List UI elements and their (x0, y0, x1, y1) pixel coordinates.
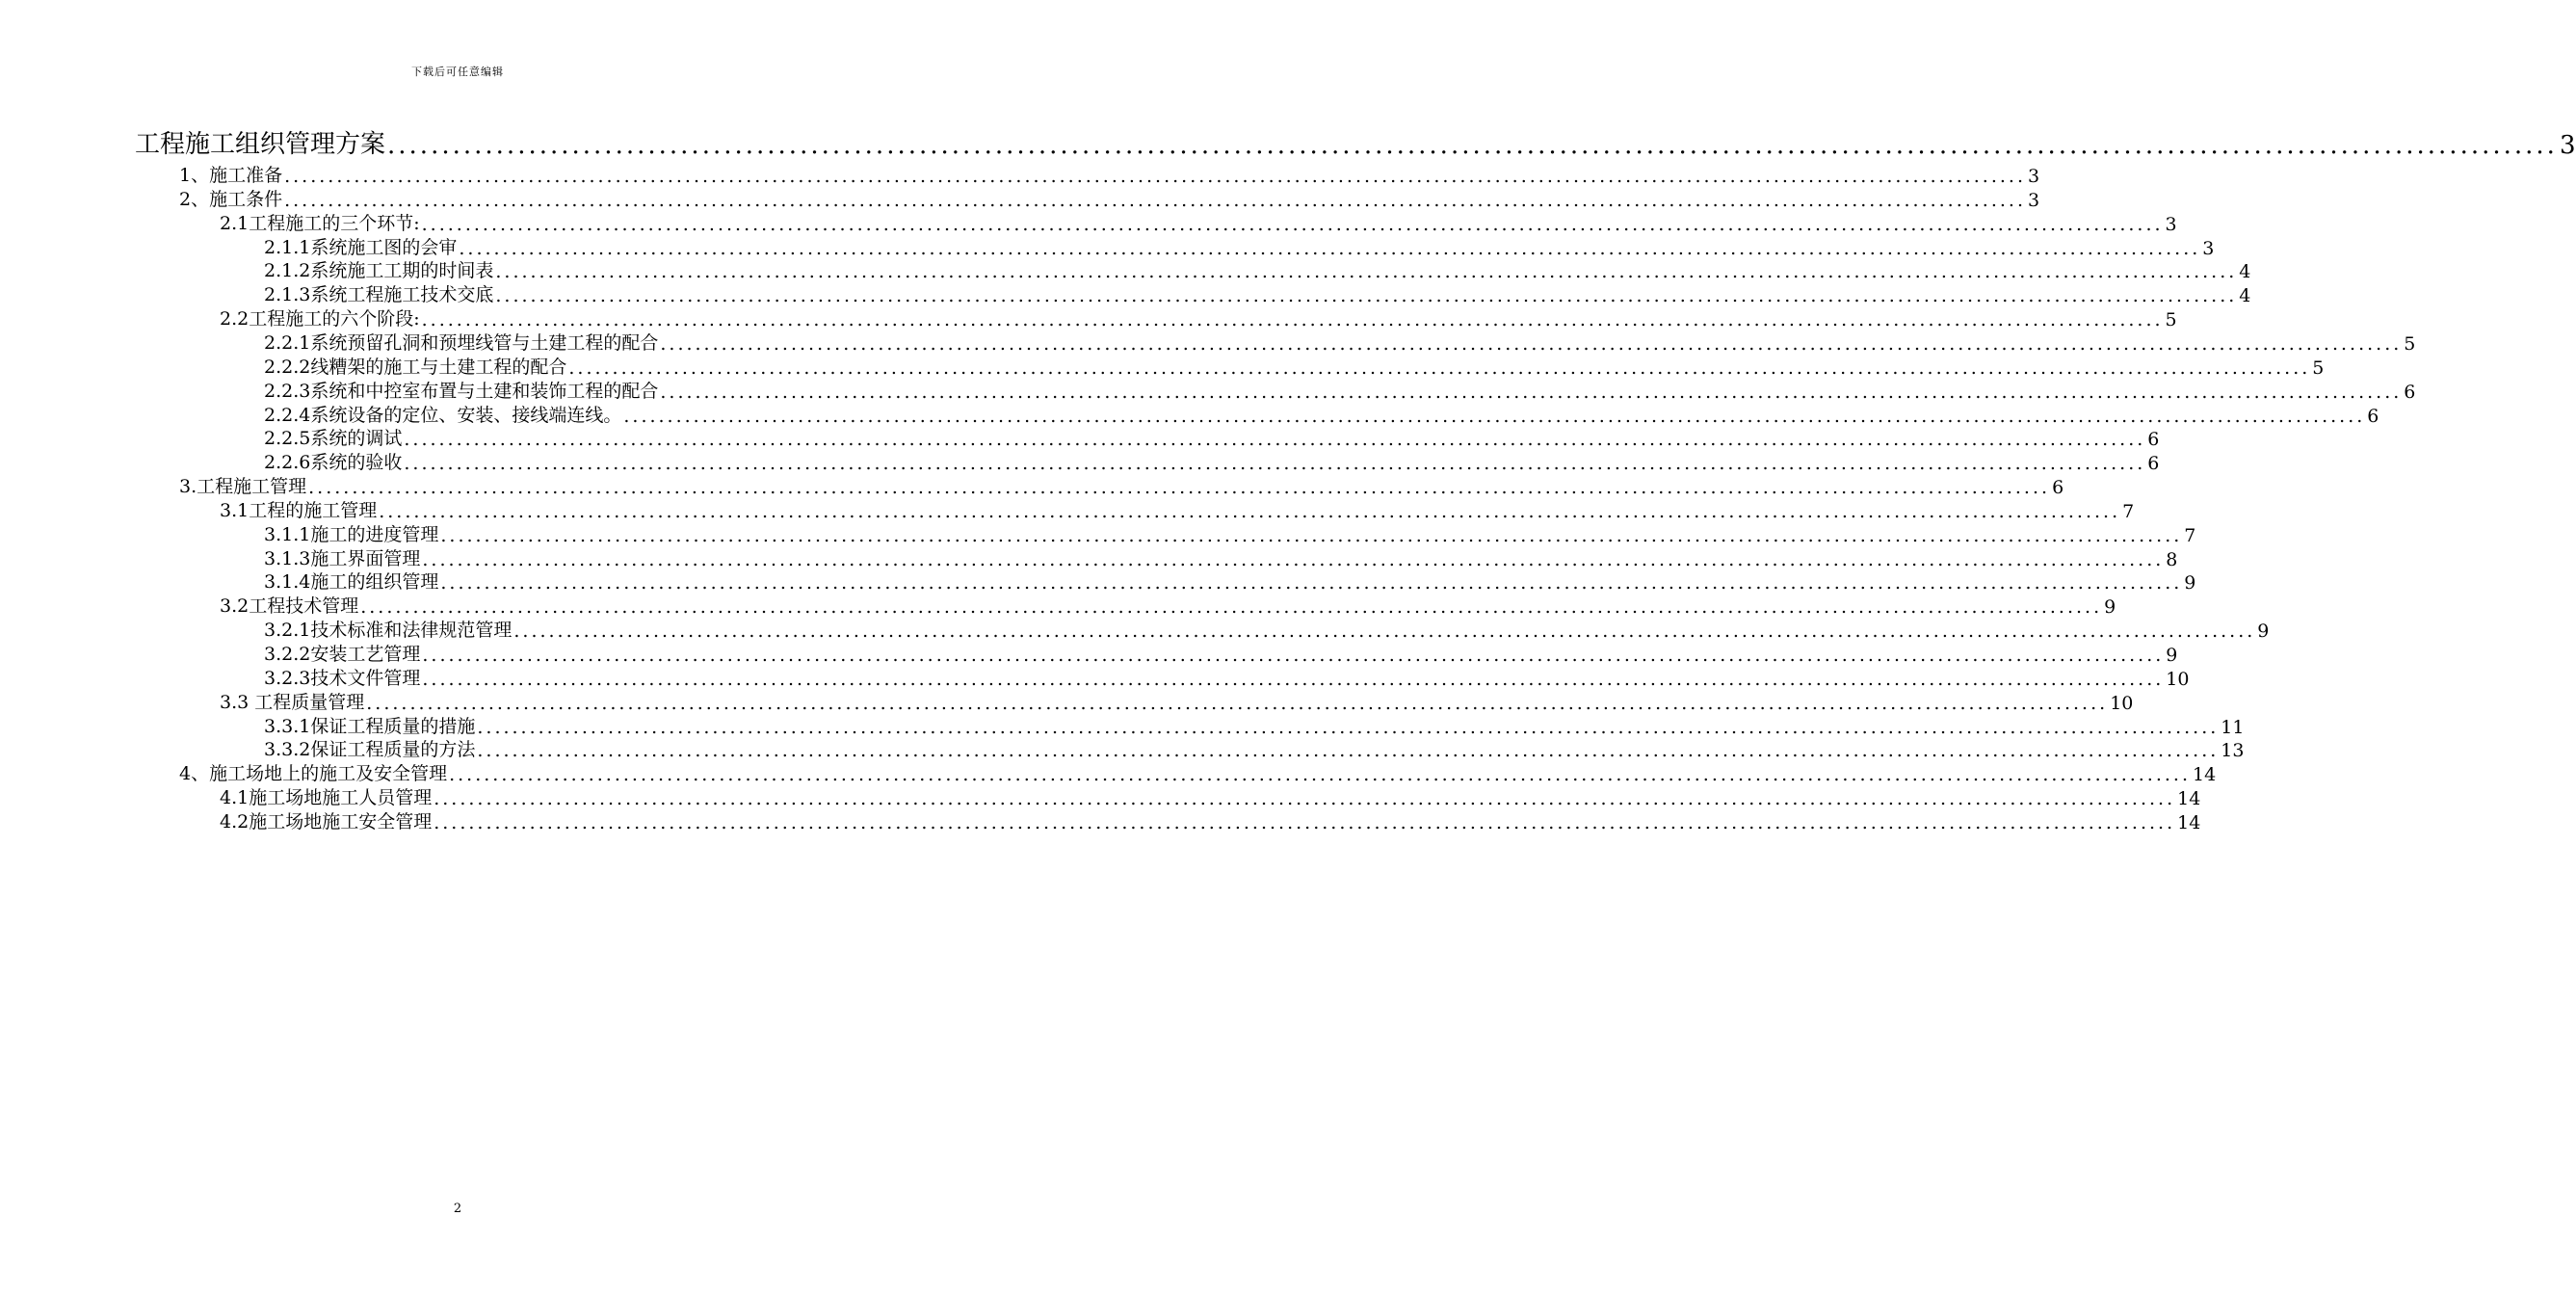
toc-entry[interactable] (264, 259, 2251, 283)
toc-entry-page: 3 (2165, 213, 2177, 235)
toc-dot-leader: ........................................................................................................................................................................................................ (568, 357, 2311, 379)
toc-entry[interactable] (220, 691, 2134, 714)
page-number: 2 (453, 1202, 462, 1216)
toc-entry-title: 3.1.1施工的进度管理 (264, 523, 439, 545)
toc-entry-title: 3.2.1技术标准和法律规范管理 (264, 620, 513, 642)
toc-entry-page: 3 (2559, 131, 2576, 160)
toc-entry[interactable] (220, 595, 2116, 619)
toc-entry-title: 3.2.2安装工艺管理 (264, 644, 421, 665)
toc-entry-page: 9 (2257, 621, 2270, 643)
toc-dot-leader: ........................................................................................................................................................................................................ (495, 261, 2238, 283)
toc-entry[interactable] (264, 619, 2270, 643)
toc-dot-leader: ........................................................................................................................................................................................................ (284, 189, 2027, 211)
toc-entry-page: 6 (2404, 381, 2416, 403)
toc-entry[interactable] (135, 130, 2576, 160)
toc-entry-page: 14 (2177, 811, 2201, 833)
toc-entry-page: 4 (2239, 261, 2251, 283)
toc-entry-page: 3 (2028, 189, 2040, 211)
toc-entry-page: 5 (2312, 357, 2325, 379)
toc-dot-leader: ........................................................................................................................................................................................................ (495, 285, 2238, 307)
toc-dot-leader: ........................................................................................................................................................................................................ (366, 692, 2109, 714)
toc-dot-leader: ........................................................................................................................................................................................................ (440, 524, 2183, 546)
toc-entry[interactable] (179, 475, 2064, 499)
toc-entry-title: 3.3 工程质量管理 (220, 691, 365, 713)
toc-entry-page: 9 (2104, 596, 2116, 619)
toc-dot-leader: ........................................................................................................................................................................................................ (513, 621, 2256, 643)
toc-entry-title: 3.2工程技术管理 (220, 595, 359, 618)
toc-entry-title: 1、施工准备 (179, 165, 283, 186)
toc-entry[interactable] (179, 762, 2217, 786)
toc-entry-page: 11 (2221, 716, 2245, 738)
toc-entry-title: 3.1.3施工界面管理 (264, 547, 421, 569)
toc-entry-page: 6 (2147, 429, 2160, 451)
header-note: 下载后可任意编辑 (411, 66, 504, 78)
toc-entry-title: 2.2.6系统的验收 (264, 452, 403, 474)
toc-dot-leader: ........................................................................................................................................................................................................ (660, 332, 2403, 355)
toc-dot-leader: ........................................................................................................................................................................................................ (404, 453, 2146, 475)
toc-entry-title: 工程施工组织管理方案 (135, 130, 386, 159)
toc-dot-leader: ........................................................................................................................................................................................................ (422, 548, 2165, 570)
toc-entry-title: 3.1工程的施工管理 (220, 499, 378, 521)
toc-dot-leader: ........................................................................................................................................................................................................ (440, 572, 2183, 595)
toc-dot-leader: ........................................................................................................................................................................................................ (387, 131, 2558, 160)
toc-dot-leader: ........................................................................................................................................................................................................ (449, 764, 2192, 786)
toc-entry-page: 7 (2184, 524, 2196, 546)
toc-dot-leader: ........................................................................................................................................................................................................ (284, 166, 2027, 187)
toc-entry-page: 9 (2184, 572, 2196, 595)
toc-entry-title: 3.工程施工管理 (179, 476, 307, 498)
toc-dot-leader: ........................................................................................................................................................................................................ (477, 740, 2220, 762)
toc-entry[interactable] (264, 283, 2251, 307)
toc-entry-page: 3 (2028, 166, 2040, 187)
toc-entry[interactable] (220, 786, 2201, 810)
toc-entry-title: 4、施工场地上的施工及安全管理 (179, 763, 448, 785)
toc-entry-title: 2.2.1系统预留孔洞和预埋线管与土建工程的配合 (264, 331, 659, 354)
toc-entry[interactable] (264, 380, 2416, 403)
toc-dot-leader: ........................................................................................................................................................................................................ (360, 596, 2103, 619)
toc-entry-title: 3.2.3技术文件管理 (264, 667, 421, 689)
toc-entry-page: 14 (2193, 764, 2217, 786)
toc-entry[interactable] (179, 188, 2040, 211)
toc-entry[interactable] (264, 451, 2160, 475)
toc-entry[interactable] (220, 212, 2177, 235)
toc-entry-title: 2、施工条件 (179, 188, 283, 210)
toc-entry-page: 6 (2052, 477, 2064, 499)
toc-entry-page: 7 (2122, 500, 2135, 522)
toc-dot-leader: ........................................................................................................................................................................................................ (623, 405, 2366, 427)
toc-dot-leader: ........................................................................................................................................................................................................ (434, 811, 2176, 833)
toc-entry-title: 3.3.2保证工程质量的方法 (264, 739, 476, 761)
toc-entry-page: 6 (2147, 453, 2160, 475)
toc-dot-leader: ........................................................................................................................................................................................................ (421, 309, 2164, 331)
toc-entry-title: 3.3.1保证工程质量的措施 (264, 715, 476, 737)
toc-entry[interactable] (264, 523, 2196, 546)
toc-entry[interactable] (220, 307, 2177, 331)
toc-dot-leader: ........................................................................................................................................................................................................ (421, 213, 2164, 235)
toc-entry-title: 4.1施工场地施工人员管理 (220, 787, 433, 809)
toc-entry[interactable] (264, 715, 2245, 738)
toc-entry[interactable] (264, 738, 2245, 762)
toc-entry-page: 13 (2221, 740, 2245, 762)
toc-entry-page: 10 (2166, 668, 2190, 690)
toc-entry-page: 8 (2166, 548, 2178, 570)
toc-entry-title: 2.2.2线糟架的施工与土建工程的配合 (264, 356, 567, 378)
toc-entry[interactable] (264, 570, 2196, 595)
toc-entry-page: 3 (2202, 237, 2215, 259)
toc-dot-leader: ........................................................................................................................................................................................................ (660, 381, 2403, 403)
toc-entry[interactable] (264, 643, 2178, 666)
toc-entry[interactable] (179, 164, 2040, 187)
toc-entry[interactable] (264, 404, 2379, 427)
toc-dot-leader: ........................................................................................................................................................................................................ (422, 645, 2165, 666)
toc-entry[interactable] (264, 331, 2416, 355)
toc-dot-leader: ........................................................................................................................................................................................................ (434, 788, 2176, 810)
toc-entry-page: 5 (2165, 309, 2177, 331)
toc-entry-page: 14 (2177, 788, 2201, 810)
toc-dot-leader: ........................................................................................................................................................................................................ (404, 429, 2146, 451)
toc-entry-title: 2.2.4系统设备的定位、安装、接线端连线。 (264, 404, 622, 426)
toc-entry[interactable] (264, 667, 2190, 690)
toc-entry-title: 2.2.3系统和中控室布置与土建和装饰工程的配合 (264, 380, 659, 402)
toc-entry[interactable] (264, 356, 2325, 379)
toc-entry[interactable] (220, 499, 2135, 522)
toc-dot-leader: ........................................................................................................................................................................................................ (459, 237, 2201, 259)
toc-entry-title: 2.1.3系统工程施工技术交底 (264, 284, 494, 306)
toc-dot-leader: ........................................................................................................................................................................................................ (477, 716, 2220, 738)
toc-dot-leader: ........................................................................................................................................................................................................ (422, 668, 2165, 690)
toc-entry-title: 4.2施工场地施工安全管理 (220, 810, 433, 832)
toc-entry-title: 2.2.5系统的调试 (264, 428, 403, 450)
toc-entry-page: 4 (2239, 285, 2251, 307)
toc-entry-title: 3.1.4施工的组织管理 (264, 571, 439, 594)
toc-entry[interactable] (264, 427, 2160, 451)
toc-dot-leader: ........................................................................................................................................................................................................ (379, 500, 2121, 522)
toc-entry-page: 6 (2367, 405, 2379, 427)
toc-entry[interactable] (264, 547, 2178, 570)
toc-entry-page: 9 (2166, 645, 2178, 666)
toc-entry-title: 2.2工程施工的六个阶段: (220, 308, 420, 330)
toc-dot-leader: ........................................................................................................................................................................................................ (308, 477, 2051, 499)
toc-entry-title: 2.1.1系统施工图的会审 (264, 236, 458, 258)
toc-entry[interactable] (220, 810, 2201, 833)
toc-entry-title: 2.1.2系统施工工期的时间表 (264, 260, 494, 282)
toc-entry-page: 5 (2404, 332, 2416, 355)
toc-entry-title: 2.1工程施工的三个环节: (220, 212, 420, 234)
toc-entry[interactable] (264, 236, 2215, 259)
toc-entry-page: 10 (2110, 692, 2134, 714)
